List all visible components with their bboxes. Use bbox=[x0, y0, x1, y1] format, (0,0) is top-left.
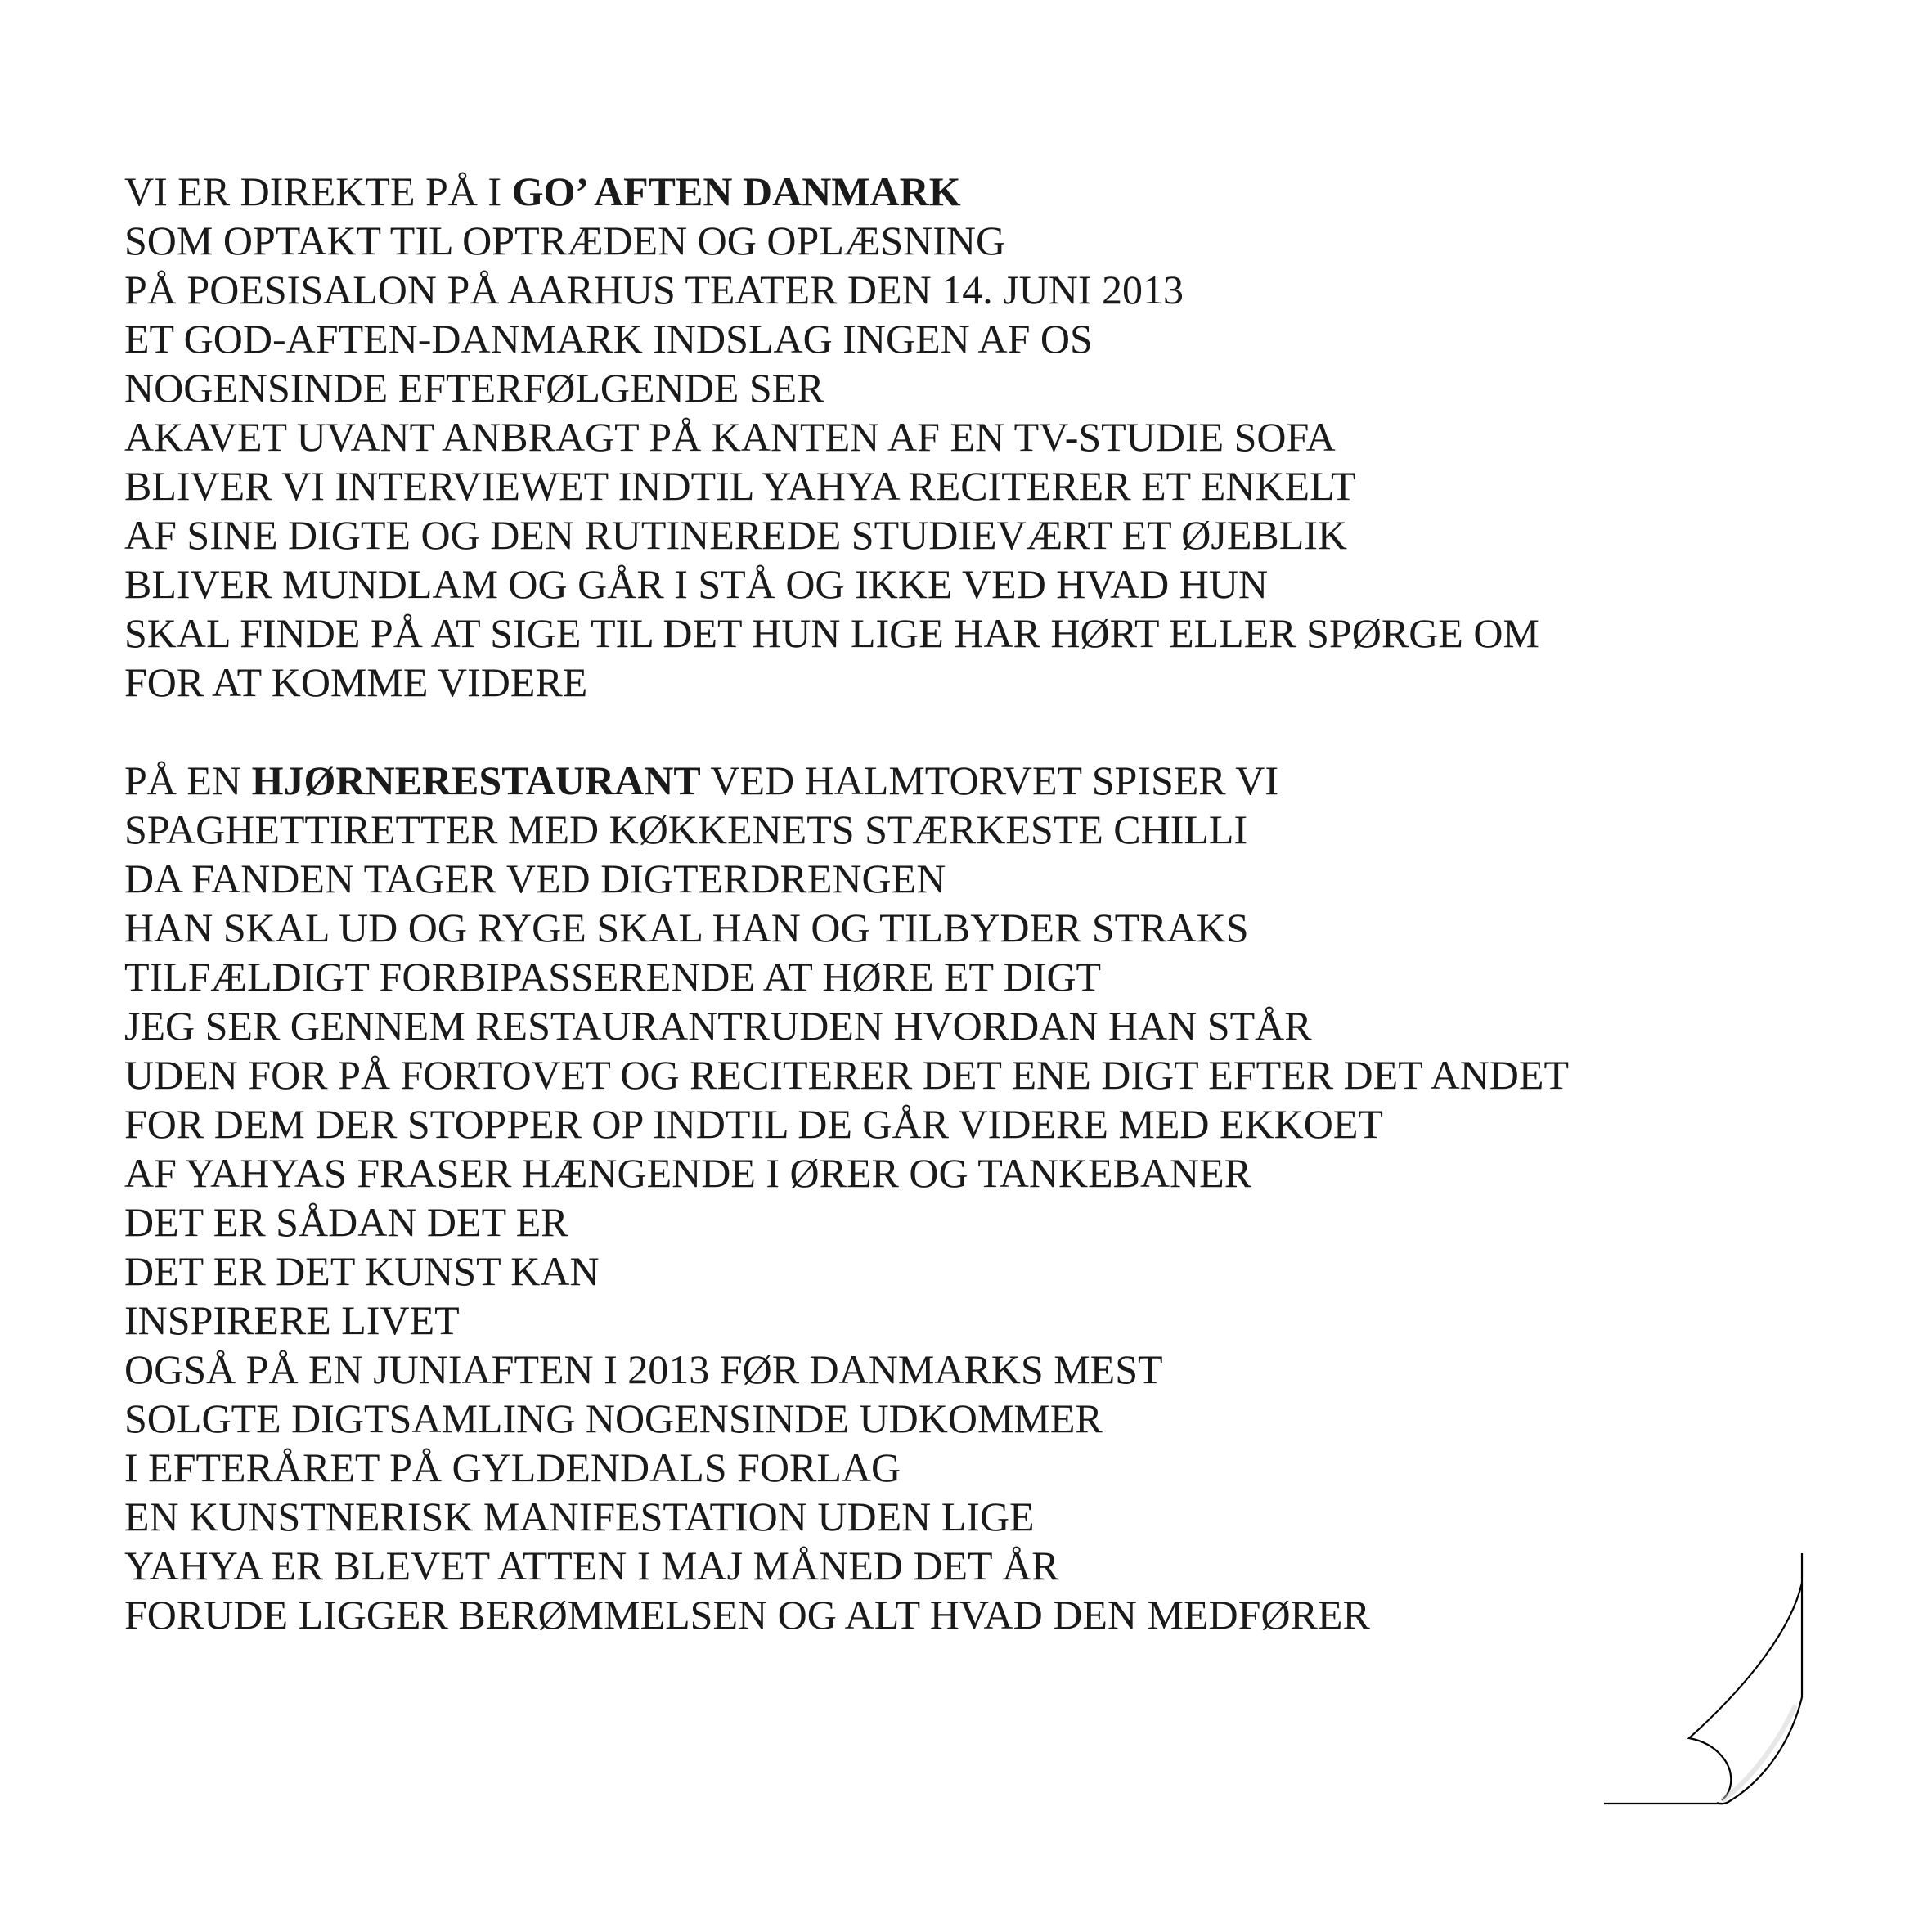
poem-line: OGSÅ PÅ EN JUNIAFTEN I 2013 FØR DANMARKS MEST bbox=[124, 1346, 1163, 1392]
stanza-1 bbox=[124, 167, 1809, 707]
poem-line: DA FANDEN TAGER VED DIGTERDRENGEN bbox=[124, 856, 946, 901]
poem-line: BLIVER MUNDLAM OG GÅR I STÅ OG IKKE VED HVAD HUN bbox=[124, 561, 1269, 607]
line-text: VI ER DIREKTE PÅ I bbox=[124, 168, 512, 214]
poem-line: AF YAHYAS FRASER HÆNGENDE I ØRER OG TANKEBANER bbox=[124, 1150, 1252, 1196]
poem-line: SPAGHETTIRETTER MED KØKKENETS STÆRKESTE CHILLI bbox=[124, 806, 1248, 852]
line-text: VED HALMTORVET SPISER VI bbox=[700, 757, 1279, 803]
poem-line: ET GOD-AFTEN-DANMARK INDSLAG INGEN AF OS bbox=[124, 316, 1093, 362]
stanza-2 bbox=[124, 756, 1809, 1639]
poem-line: AF SINE DIGTE OG DEN RUTINEREDE STUDIEVÆRT ET ØJEBLIK bbox=[124, 512, 1348, 558]
poem-line: INSPIRERE LIVET bbox=[124, 1297, 460, 1343]
show-title: GO’ AFTEN DANMARK bbox=[511, 168, 961, 214]
poem-line bbox=[124, 756, 1809, 805]
poem-line: JEG SER GENNEM RESTAURANTRUDEN HVORDAN HAN STÅR bbox=[124, 1003, 1312, 1049]
poem-line: DET ER SÅDAN DET ER bbox=[124, 1199, 568, 1245]
poem-line bbox=[124, 167, 1809, 216]
poem-line: AKAVET UVANT ANBRAGT PÅ KANTEN AF EN TV-STUDIE SOFA bbox=[124, 414, 1336, 460]
poem-line: PÅ POESISALON PÅ AARHUS TEATER DEN 14. JUNI 2013 bbox=[124, 267, 1184, 312]
poem-line: NOGENSINDE EFTERFØLGENDE SER bbox=[124, 365, 824, 411]
poem-line: BLIVER VI INTERVIEWET INDTIL YAHYA RECITERER ET ENKELT bbox=[124, 463, 1356, 509]
poem-line: SOM OPTAKT TIL OPTRÆDEN OG OPLÆSNING bbox=[124, 218, 1006, 263]
poem-body bbox=[124, 167, 1809, 1639]
poem-line: YAHYA ER BLEVET ATTEN I MAJ MÅNED DET ÅR bbox=[124, 1543, 1059, 1588]
poem-line: DET ER DET KUNST KAN bbox=[124, 1248, 600, 1294]
restaurant-highlight: HJØRNERESTAURANT bbox=[251, 757, 701, 803]
poem-line: HAN SKAL UD OG RYGE SKAL HAN OG TILBYDER STRAKS bbox=[124, 905, 1249, 950]
page-curl-icon[interactable] bbox=[1599, 1550, 1820, 1820]
poem-line: SKAL FINDE PÅ AT SIGE TIL DET HUN LIGE HAR HØRT ELLER SPØRGE OM bbox=[124, 610, 1539, 656]
poem-line: FORUDE LIGGER BERØMMELSEN OG ALT HVAD DEN MEDFØRER bbox=[124, 1592, 1370, 1638]
poem-line: TILFÆLDIGT FORBIPASSERENDE AT HØRE ET DIGT bbox=[124, 954, 1102, 1000]
poem-line: SOLGTE DIGTSAMLING NOGENSINDE UDKOMMER bbox=[124, 1395, 1103, 1441]
poem-line: I EFTERÅRET PÅ GYLDENDALS FORLAG bbox=[124, 1445, 901, 1490]
poem-line: FOR AT KOMME VIDERE bbox=[124, 659, 588, 705]
poem-line: EN KUNSTNERISK MANIFESTATION UDEN LIGE bbox=[124, 1494, 1035, 1539]
line-text: PÅ EN bbox=[124, 757, 252, 803]
poem-line: UDEN FOR PÅ FORTOVET OG RECITERER DET ENE DIGT EFTER DET ANDET bbox=[124, 1052, 1569, 1098]
poem-line: FOR DEM DER STOPPER OP INDTIL DE GÅR VIDERE MED EKKOET bbox=[124, 1101, 1383, 1147]
